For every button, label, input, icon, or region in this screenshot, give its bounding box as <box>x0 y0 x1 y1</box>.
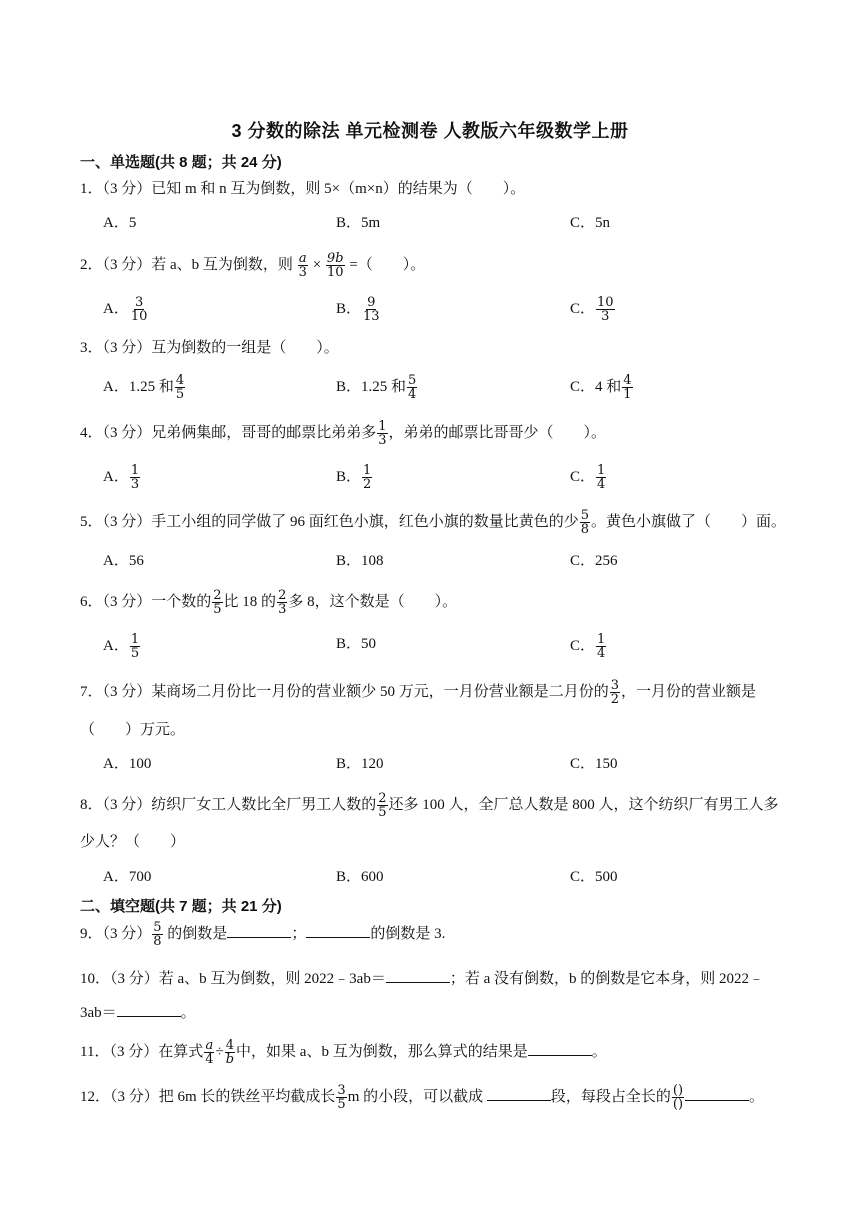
q7-option-b: B．120 <box>336 756 384 772</box>
question-8-line2: 少人？（ ） <box>80 834 186 850</box>
question-7: 7．（3 分）某商场二月份比一月份的营业额少 50 万元，一月份营业额是二月份的 $\frac{3}{2}$ ，一月份的营业额是 <box>80 678 757 707</box>
fraction: $\frac{a}{3}$ <box>298 251 307 280</box>
q5-option-c: C．256 <box>570 553 618 569</box>
section-heading-choice: 一、单选题(共 8 题；共 24 分) <box>80 154 282 171</box>
answer-blank[interactable] <box>386 968 450 983</box>
section-heading-fill: 二、填空题(共 7 题；共 21 分) <box>80 898 282 915</box>
q3-option-b: B．1.25 和 $\frac{5}{4}$ <box>336 373 417 402</box>
q2-option-c: C． $\frac{10}{3}$ <box>570 295 614 324</box>
question-10-line2: 3ab＝ 。 <box>80 1002 196 1024</box>
question-7-line2: （ ）万元。 <box>80 722 186 738</box>
question-5: 5．（3 分）手工小组的同学做了 96 面红色小旗，红色小旗的数量比黄色的少 $\frac{5}{8}$ 。黄色小旗做了（ ）面。 <box>80 508 787 537</box>
fraction: $\frac{3}{2}$ <box>610 678 620 707</box>
q4-option-b: B． $\frac{1}{2}$ <box>336 463 372 492</box>
answer-blank[interactable] <box>685 1086 749 1101</box>
question-2 <box>80 252 425 279</box>
question-8: 8．（3 分）纺织厂女工人数比全厂男工人数的 $\frac{2}{5}$ 还多 100 人，全厂总人数是 800 人，这个纺织厂有男工人多 <box>80 791 779 820</box>
fraction-blank[interactable]: $\frac{()}{()}$ <box>672 1083 684 1112</box>
answer-blank[interactable] <box>306 923 370 938</box>
q3-option-a: A．1.25 和 $\frac{4}{5}$ <box>103 373 185 402</box>
q1-option-a: A．5 <box>103 215 137 231</box>
q2-option-b: B． $\frac{9}{13}$ <box>336 295 380 324</box>
fraction: $\frac{3}{5}$ <box>337 1083 346 1112</box>
q6-option-a: A． $\frac{1}{5}$ <box>103 632 140 661</box>
q7-option-a: A．100 <box>103 756 152 772</box>
q8-option-b: B．600 <box>336 869 384 885</box>
question-1 <box>80 178 525 200</box>
q2-option-a: A． $\frac{3}{10}$ <box>103 295 148 324</box>
answer-blank[interactable] <box>487 1086 551 1101</box>
fraction: $\frac{2}{5}$ <box>213 588 222 617</box>
question-4: 4．（3 分）兄弟俩集邮，哥哥的邮票比弟弟多 $\frac{1}{3}$ ，弟弟的邮票比哥哥少（ ）。 <box>80 419 607 448</box>
fraction: $\frac{9b}{10}$ <box>326 251 344 280</box>
q4-option-c: C． $\frac{1}{4}$ <box>570 463 606 492</box>
question-3-stem: 3．（3 分）互为倒数的一组是（ ）。 <box>80 340 339 356</box>
q8-option-c: C．500 <box>570 869 618 885</box>
page-title: 3 分数的除法 单元检测卷 人教版六年级数学上册 <box>231 121 629 141</box>
question-10: 10．（3 分）若 a、b 互为倒数，则 2022﹣3ab＝ ；若 a 没有倒数，b 的倒数是它本身，则 2022﹣ <box>80 968 764 990</box>
q4-option-a: A． $\frac{1}{3}$ <box>103 463 140 492</box>
fraction: $\frac{5}{8}$ <box>580 508 590 537</box>
q6-option-b: B．50 <box>336 636 377 652</box>
answer-blank[interactable] <box>528 1041 592 1056</box>
question-12: 12．（3 分）把 6m 长的铁丝平均截成长 $\frac{3}{5}$ m 的小段，可以截成 段，每段占全长的 $\frac{()}{()}$ 。 <box>80 1083 765 1112</box>
answer-blank[interactable] <box>117 1002 181 1017</box>
fraction: $\frac{2}{5}$ <box>378 791 387 820</box>
fraction: $\frac{1}{3}$ <box>378 419 387 448</box>
fraction: $\frac{5}{8}$ <box>153 920 162 949</box>
question-6: 6．（3 分）一个数的 $\frac{2}{5}$ 比 18 的 $\frac{2}{3}$ 多 8，这个数是（ ）。 <box>80 588 458 617</box>
q8-option-a: A．700 <box>103 869 152 885</box>
times-sign: × <box>312 256 322 273</box>
q3-option-c: C．4 和 $\frac{4}{1}$ <box>570 373 632 402</box>
q2-text-end: =（ ）。 <box>349 256 426 273</box>
answer-blank[interactable] <box>227 923 291 938</box>
q5-option-b: B．108 <box>336 553 384 569</box>
question-1-stem: 1．（3 分）已知 m 和 n 互为倒数，则 5×（m×n）的结果为（ ）。 <box>80 181 526 197</box>
q1-option-c: C．5n <box>570 215 611 231</box>
q2-text: 2．（3 分）若 a、b 互为倒数，则 <box>80 256 293 273</box>
fraction: $\frac{a}{4}$ <box>205 1038 214 1067</box>
q1-option-b: B．5m <box>336 215 381 231</box>
question-3 <box>80 337 339 359</box>
question-9: 9．（3 分） $\frac{5}{8}$ 的倒数是 ； 的倒数是 3. <box>80 920 446 949</box>
fraction: $\frac{2}{3}$ <box>278 588 287 617</box>
q7-option-c: C．150 <box>570 756 618 772</box>
q5-option-a: A．56 <box>103 553 144 569</box>
fraction: $\frac{4}{b}$ <box>225 1038 235 1067</box>
q6-option-c: C． $\frac{1}{4}$ <box>570 632 606 661</box>
question-11: 11．（3 分）在算式 $\frac{a}{4}$ ÷ $\frac{4}{b}$ 中，如果 a、b 互为倒数，那么算式的结果是 。 <box>80 1038 607 1067</box>
